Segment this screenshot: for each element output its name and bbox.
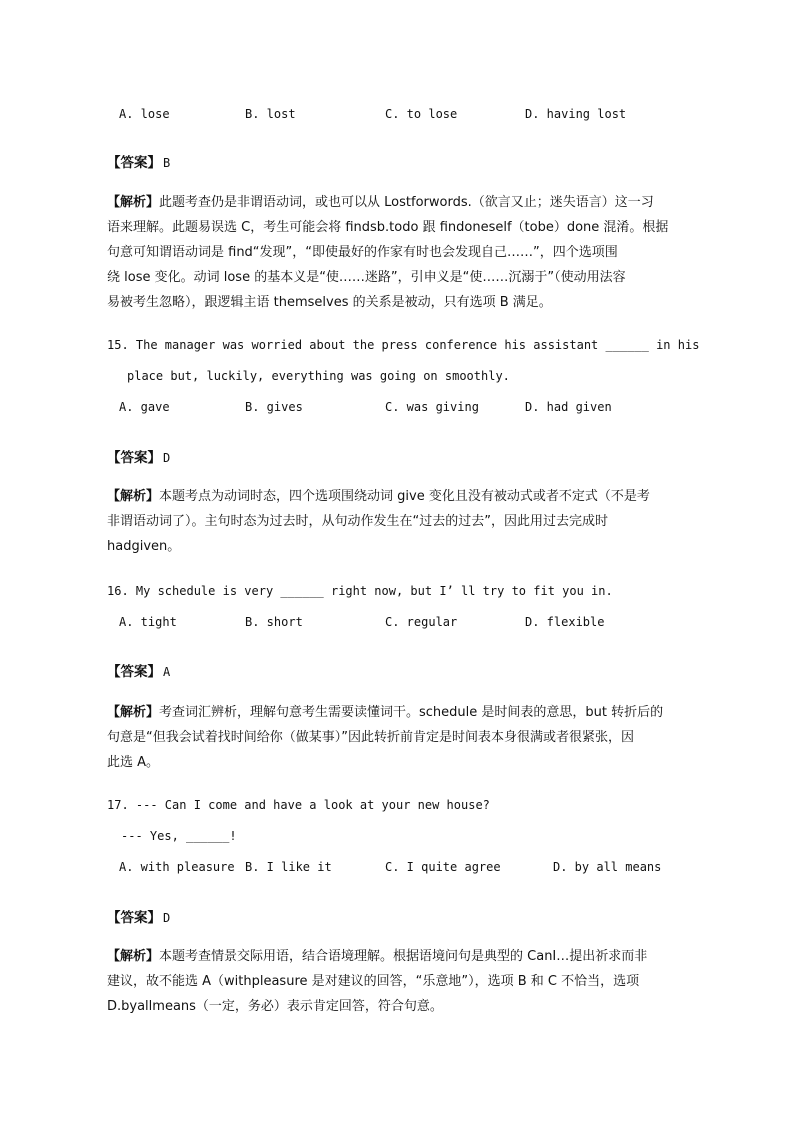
answer-label: 【答案】: [107, 910, 161, 926]
analysis-line: 此题考查仍是非谓语动词，或也可以从 Lostforwords.（欲言又止；迷失语言）这一习: [159, 195, 654, 210]
analysis-label: 【解析】: [107, 489, 160, 504]
q16-option-b: B. short: [245, 615, 303, 629]
q16-option-c: C. regular: [385, 615, 458, 629]
analysis-line: 语来理解。此题易误选 C，考生可能会将 findsb.todo 跟 findoneself（tobe）done 混淆。根据: [107, 220, 669, 235]
answer-label: 【答案】: [107, 450, 161, 466]
analysis-line: D.byallmeans（一定，务必）表示肯定回答，符合句意。: [107, 999, 443, 1014]
analysis-line: 此选 A。: [107, 755, 160, 770]
q16-stem-line1: 16. My schedule is very ______ right now, but I’ ll try to fit you in.: [107, 584, 613, 598]
answer-label: 【答案】: [107, 155, 161, 171]
analysis-line: 句意是“但我会试着找时间给你（做某事）”因此转折前肯定是时间表本身很满或者很紧张，因: [107, 730, 634, 745]
q15-answer: [107, 446, 170, 466]
q14-answer: [107, 151, 170, 171]
q14-option-d: D. having lost: [525, 107, 627, 121]
q16-option-d: D. flexible: [525, 615, 605, 629]
q15-stem-line2: place but, luckily, everything was going on smoothly.: [127, 369, 510, 383]
analysis-label: 【解析】: [107, 705, 160, 720]
analysis-line: 绕 lose 变化。动词 lose 的基本义是“使……迷路”，引申义是“使……沉溺于”（使动用法容: [107, 270, 626, 285]
answer-value: B: [163, 156, 171, 170]
q17-analysis: [107, 944, 692, 1019]
analysis-line: 句意可知谓语动词是 find“发现”，“即使最好的作家有时也会发现自己……”，四个选项围: [107, 245, 618, 260]
q15-analysis: [107, 484, 692, 559]
q16-option-a: A. tight: [119, 615, 177, 629]
answer-label: 【答案】: [107, 664, 161, 680]
analysis-line: hadgiven。: [107, 539, 181, 554]
q15-option-d: D. had given: [525, 400, 612, 414]
analysis-line: 本题考查情景交际用语，结合语境理解。根据语境问句是典型的 CanI…提出祈求而非: [159, 949, 648, 964]
q17-option-d: D. by all means: [553, 860, 662, 874]
analysis-label: 【解析】: [107, 949, 160, 964]
analysis-line: 建议，故不能选 A（withpleasure 是对建议的回答，“乐意地”），选项 B 和 C 不恰当，选项: [107, 974, 640, 989]
q15-option-c: C. was giving: [385, 400, 479, 414]
analysis-label: 【解析】: [107, 195, 160, 210]
q15-option-b: B. gives: [245, 400, 303, 414]
analysis-line: 非谓语动词了）。主句时态为过去时，从句动作发生在“过去的过去”，因此用过去完成时: [107, 514, 608, 529]
q14-option-b: B. lost: [245, 107, 296, 121]
answer-value: D: [163, 451, 171, 465]
q16-analysis: [107, 700, 692, 775]
q17-option-b: B. I like it: [245, 860, 332, 874]
q15-stem-line1: 15. The manager was worried about the press conference his assistant ______ in his: [107, 338, 700, 352]
q14-option-c: C. to lose: [385, 107, 458, 121]
q17-option-a: A. with pleasure: [119, 860, 235, 874]
analysis-line: 易被考生忽略），跟逻辑主语 themselves 的关系是被动，只有选项 B 满足。: [107, 295, 552, 310]
q17-stem-line2: --- Yes, ______!: [121, 829, 237, 843]
analysis-line: 本题考点为动词时态，四个选项围绕动词 give 变化且没有被动式或者不定式（不是考: [159, 489, 650, 504]
q17-option-c: C. I quite agree: [385, 860, 501, 874]
answer-value: A: [163, 665, 171, 679]
answer-value: D: [163, 911, 171, 925]
q14-option-a: A. lose: [119, 107, 170, 121]
q14-analysis: [107, 190, 692, 315]
q16-answer: [107, 660, 170, 680]
analysis-line: 考查词汇辨析，理解句意考生需要读懂词干。schedule 是时间表的意思，but 转折后的: [159, 705, 664, 720]
q15-option-a: A. gave: [119, 400, 170, 414]
q17-answer: [107, 906, 170, 926]
q17-stem-line1: 17. --- Can I come and have a look at your new house?: [107, 798, 490, 812]
